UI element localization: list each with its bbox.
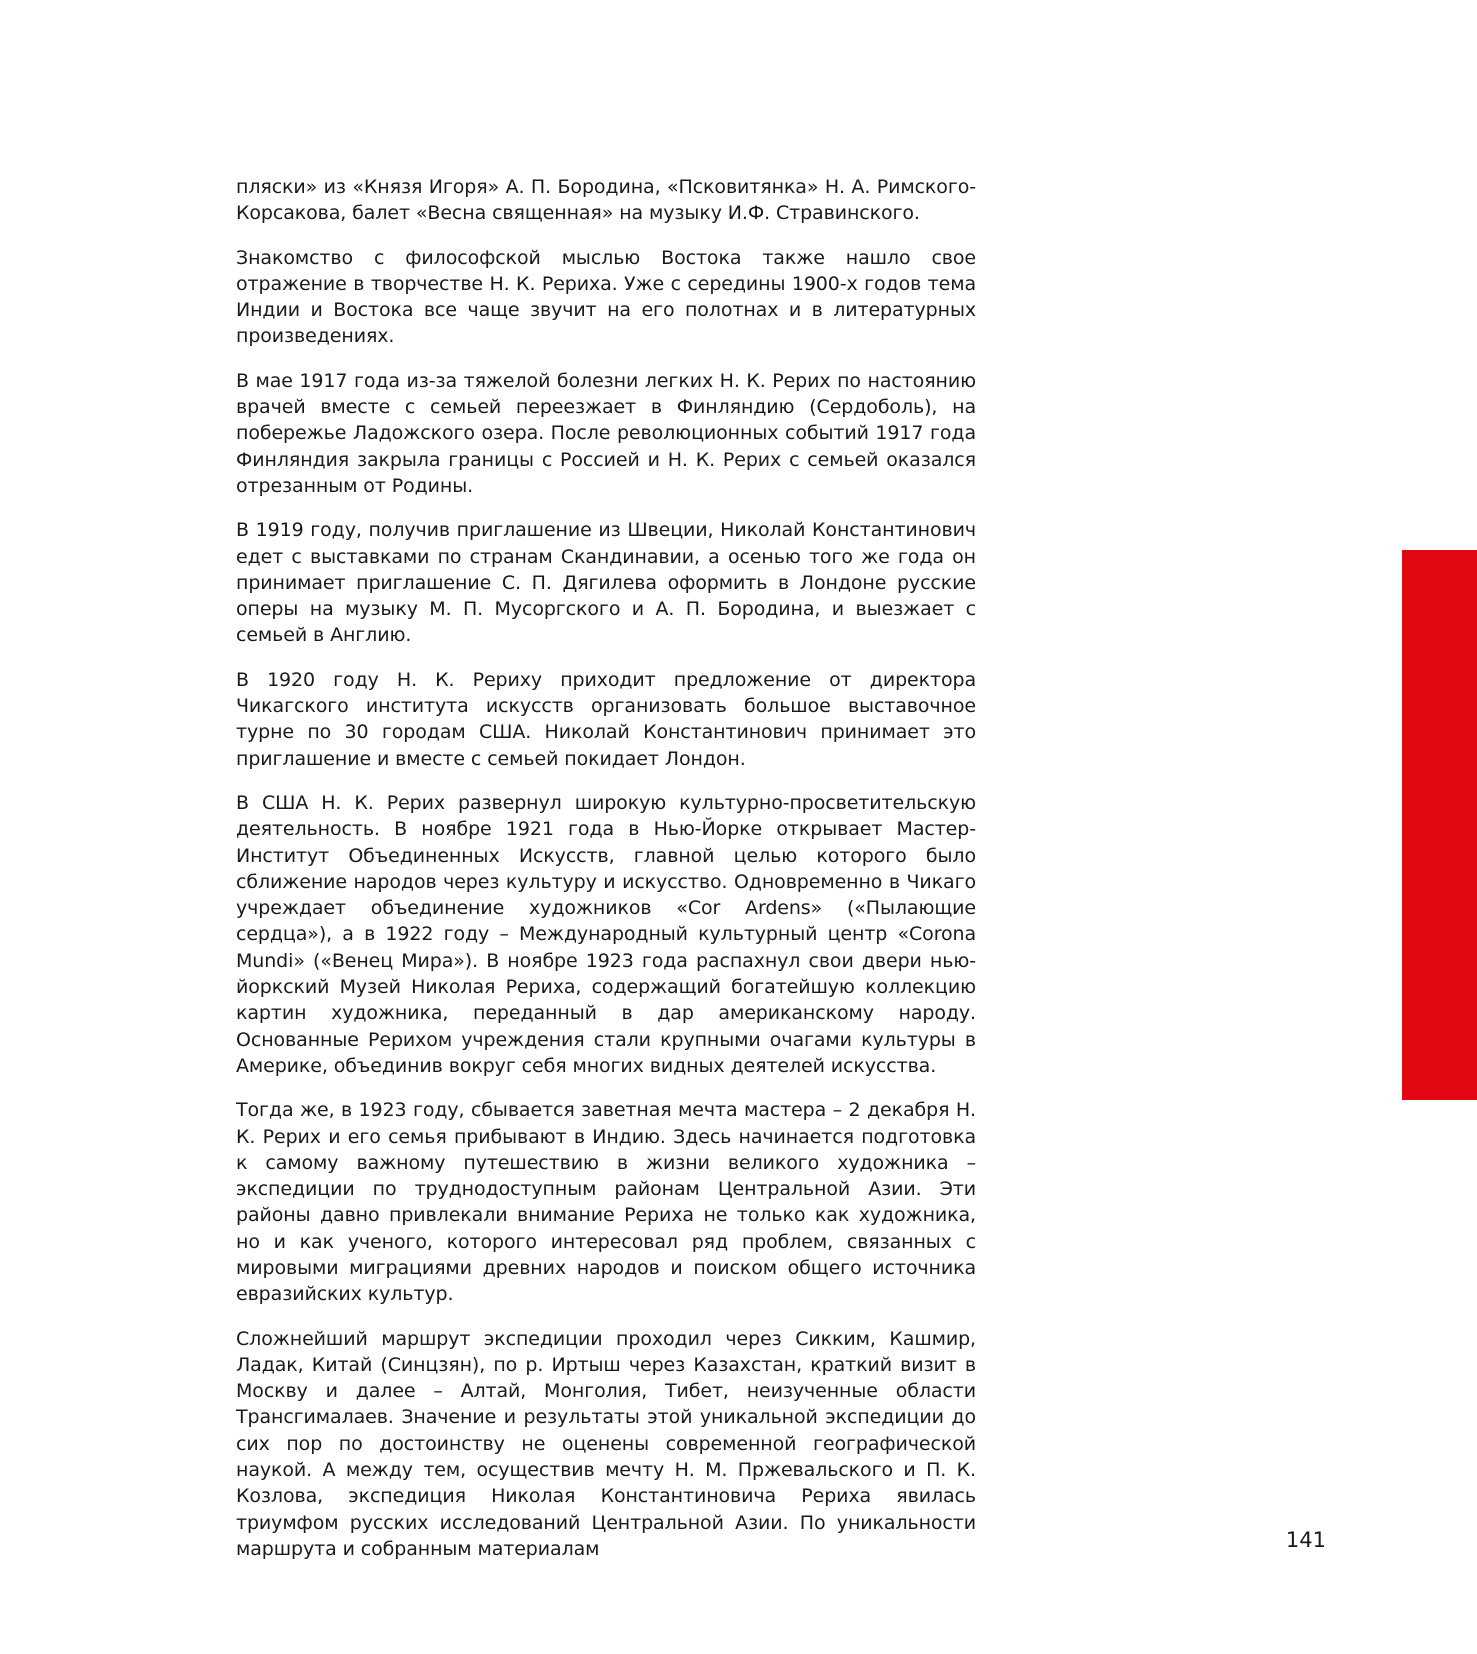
red-edge-tab [1402,550,1477,1100]
body-text [236,174,976,1580]
page-number: 141 [1285,1528,1326,1552]
paragraph: Знакомство с философской мыслью Востока также нашло свое отражение в творчестве Н. К. Рериха. Уже с середины 1900-х годов тема Индии и Востока все чаще звучит на его полотнах и в литературных произведениях. [236,246,976,348]
paragraph: Сложнейший маршрут экспедиции проходил через Сикким, Кашмир, Ладак, Китай (Синцзян), по р. Иртыш через Казахстан, краткий визит в Москву и далее – Алтай, Монголия, Тибет, неизученные области Трансгималаев. Значение и результаты этой уникальной экспедиции до сих пор по достоинству не оценены современной географической наукой. А между тем, осуществив мечту Н. М. Пржевальского и П. К. Козлова, экспедиция Николая Константиновича Рериха явилась триумфом русских исследований Центральной Азии. По уникальности маршрута и собранным материалам [236,1327,976,1560]
paragraph: пляски» из «Князя Игоря» А. П. Бородина, «Псковитянка» Н. А. Римского-Корсакова, балет «Весна священная» на музыку И.Ф. Стравинского. [236,176,976,225]
paragraph: В 1920 году Н. К. Рериху приходит предложение от директора Чикагского института искусств организовать большое выставочное турне по 30 городам США. Николай Константинович принимает это приглашение и вместе с семьей покидает Лондон. [236,668,976,770]
paragraph: В 1919 году, получив приглашение из Швеции, Николай Константинович едет с выставками по странам Скандинавии, а осенью того же года он принимает приглашение С. П. Дягилева оформить в Лондоне русские оперы на музыку М. П. Мусоргского и А. П. Бородина, и выезжает с семьей в Англию. [236,519,976,647]
paragraph: В США Н. К. Рерих развернул широкую культурно-просветительскую деятельность. В ноябре 1921 года в Нью-Йорке открывает Мастер-Институт Объединенных Искусств, главной целью которого было сближение народов через культуру и искусство. Одновременно в Чикаго учреждает объединение художников «Cor Ardens» («Пылающие сердца»), а в 1922 году – Международный культурный центр «Corona Mundi» («Венец Мира»). В ноябре 1923 года распахнул свои двери нью-йоркский Музей Николая Рериха, содержащий богатейшую коллекцию картин художника, переданный в дар американскому народу. Основанные Рерихом учреждения стали крупными очагами культуры в Америке, объединив вокруг себя многих видных деятелей искусства. [236,791,976,1077]
paragraph: В мае 1917 года из-за тяжелой болезни легких Н. К. Рерих по настоянию врачей вместе с семьей переезжает в Финляндию (Сердоболь), на побережье Ладожского озера. После революционных событий 1917 года Финляндия закрыла границы с Россией и Н. К. Рерих с семьей оказался отрезанным от Родины. [236,369,976,497]
paragraph: Тогда же, в 1923 году, сбывается заветная мечта мастера – 2 декабря Н. К. Рерих и его семья прибывают в Индию. Здесь начинается подготовка к самому важному путешествию в жизни великого художника – экспедиции по труднодоступным районам Центральной Азии. Эти районы давно привлекали внимание Рериха не только как художника, но и как ученого, которого интересовал ряд проблем, связанных с мировыми миграциями древних народов и поиском общего источника евразийских культур. [236,1099,976,1306]
